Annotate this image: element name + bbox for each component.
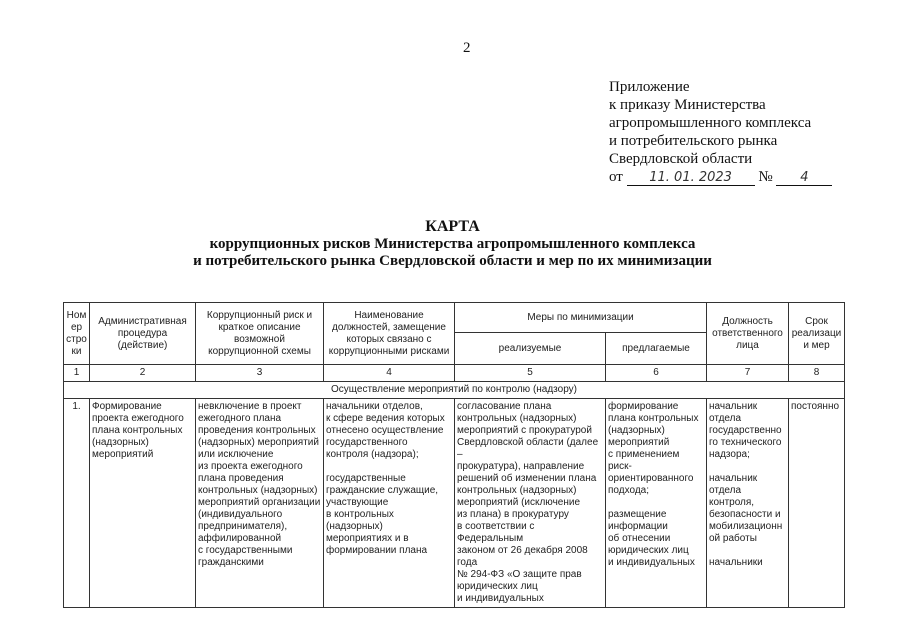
header-responsible: Должность ответственного лица [707,303,789,365]
appendix-line: к приказу Министерства [609,97,766,113]
date-prefix: от [609,169,623,185]
column-number: 5 [455,365,606,382]
page-number: 2 [463,40,471,56]
appendix-block [609,78,832,186]
header-procedure: Административная процедура (действие) [90,303,196,365]
appendix-line: Свердловской области [609,151,753,167]
column-number: 7 [707,365,789,382]
row-positions: начальники отделов, к сфере ведения которых отнесено осуществление государственного контроля (надзора); государственные гражданские служащие, участвующие в контрольных (надзорных) мероприятиях и в формировании плана [324,399,455,608]
title-line-3: и потребительского рынка Свердловской области и мер по их минимизации [193,253,712,269]
row-responsible: начальник отдела государственно го технического надзора; начальник отдела контроля, безопасности и мобилизационн ой работы начальники [707,399,789,608]
header-num: Ном ер стро ки [64,303,90,365]
header-deadline: Срок реализаци и мер [789,303,845,365]
appendix-line: и потребительского рынка [609,133,778,149]
header-risk: Коррупционный риск и краткое описание возможной коррупционной схемы [196,303,324,365]
row-num: 1. [64,399,90,608]
risk-map-table [63,302,845,608]
header-proposed: предлагаемые [606,333,707,365]
title-line-1: КАРТА [425,218,480,235]
number-prefix: № [758,169,773,185]
row-proposed: формирование плана контрольных (надзорных) мероприятий с применением риск- ориентированного подхода; размещение информации об отнесении юридических лиц и индивидуальных [606,399,707,608]
header-measures: Меры по минимизации [455,303,707,333]
document-title [0,217,905,270]
header-implemented: реализуемые [455,333,606,365]
title-line-2: коррупционных рисков Министерства агропромышленного комплекса [209,236,696,252]
column-number-row [64,365,845,382]
row-procedure: Формирование проекта ежегодного плана контрольных (надзорных) мероприятий [90,399,196,608]
column-number: 6 [606,365,707,382]
handwritten-number: 4 [776,171,832,186]
appendix-line: агропромышленного комплекса [609,115,812,131]
row-risk: невключение в проект ежегодного плана проведения контрольных (надзорных) мероприятий или исключение из проекта ежегодного плана проведения контрольных (надзорных) мероприятий организации (индивидуального предпринимателя), аффилированной с государственными гражданскими [196,399,324,608]
section-row [64,382,845,399]
row-deadline: постоянно [789,399,845,608]
section-title: Осуществление мероприятий по контролю (надзору) [64,382,845,399]
table-row [64,399,845,608]
appendix-line: Приложение [609,79,690,95]
column-number: 8 [789,365,845,382]
header-positions: Наименование должностей, замещение которых связано с коррупционными рисками [324,303,455,365]
handwritten-date: 11. 01. 2023 [627,171,755,186]
appendix-date-line [609,168,832,186]
column-number: 3 [196,365,324,382]
column-number: 4 [324,365,455,382]
column-number: 2 [90,365,196,382]
row-implemented: согласование плана контрольных (надзорных) мероприятий с прокуратурой Свердловской области (далее – прокуратура), направление решений об изменении плана контрольных (надзорных) мероприятий (исключение из плана) в прокуратуру в соответствии с Федеральным законом от 26 декабря 2008 года № 294-ФЗ «О защите прав юридических лиц и индивидуальных [455,399,606,608]
column-number: 1 [64,365,90,382]
